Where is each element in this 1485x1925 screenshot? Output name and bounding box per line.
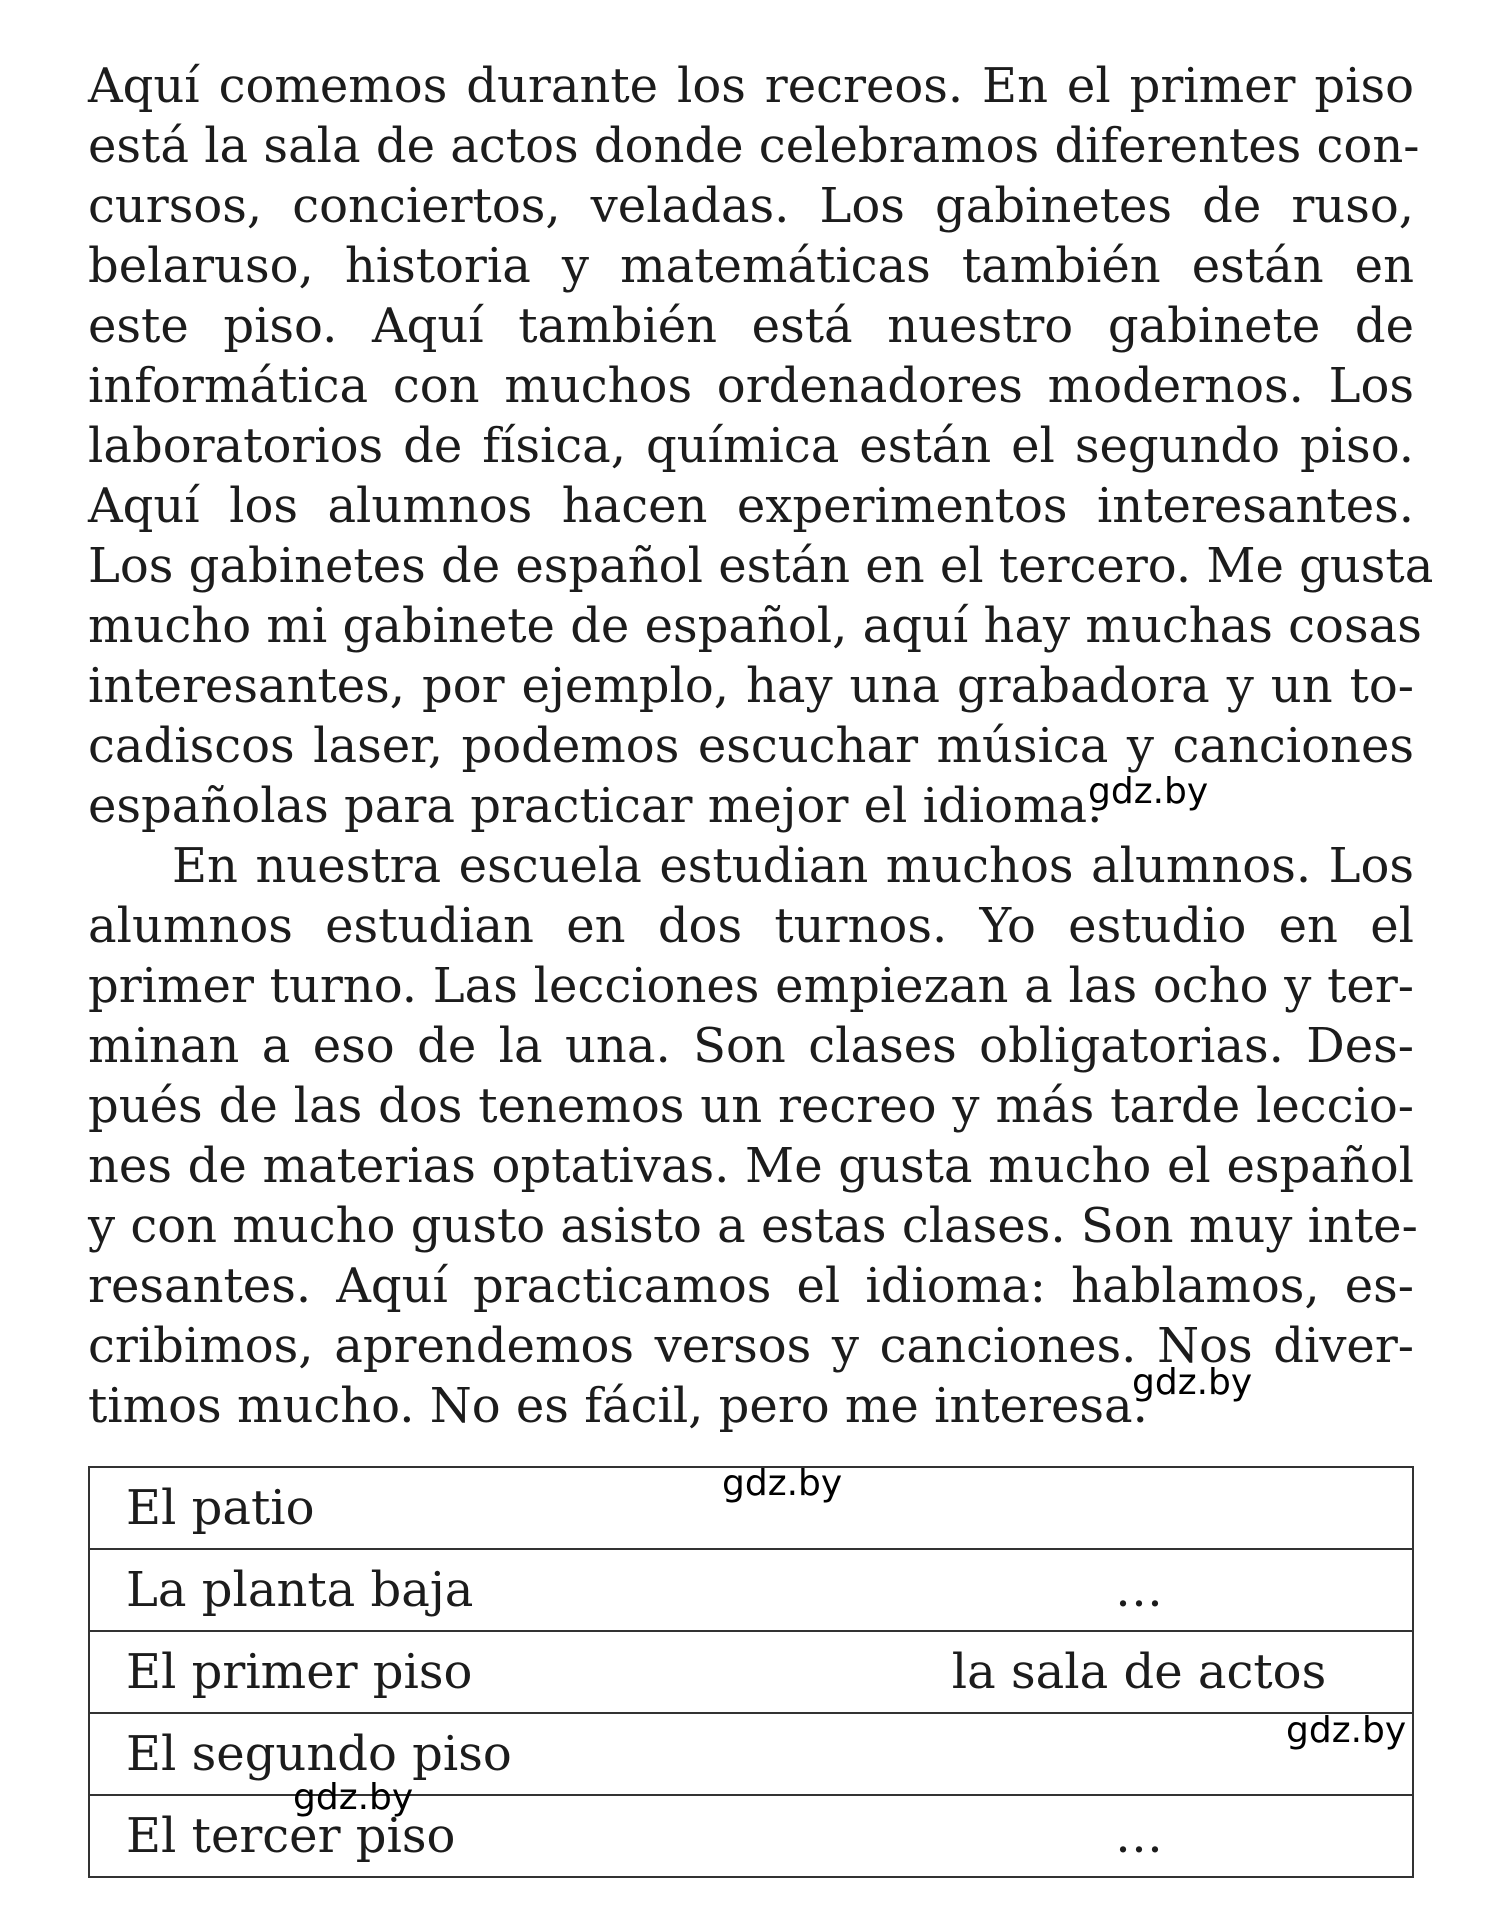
watermark: gdz.by	[1132, 1362, 1253, 1403]
text-line: pués de las dos tenemos un recreo y más tarde leccio-	[88, 1078, 1414, 1134]
text-line: minan a eso de la una. Son clases obligatorias. Des-	[88, 1018, 1414, 1074]
text-line: Los gabinetes de español están en el tercero. Me gusta	[88, 538, 1434, 594]
table-row	[89, 1795, 1413, 1877]
text-line: laboratorios de física, química están el segundo piso.	[88, 418, 1414, 474]
text-line: resantes. Aquí practicamos el idioma: hablamos, es-	[88, 1258, 1414, 1314]
floor-label: El tercer piso	[89, 1795, 866, 1877]
text-line: nes de materias optativas. Me gusta mucho el español	[88, 1138, 1414, 1194]
text-line: Aquí los alumnos hacen experimentos interesantes.	[88, 478, 1414, 534]
table-row	[89, 1549, 1413, 1631]
text-line: primer turno. Las lecciones empiezan a las ocho y ter-	[88, 958, 1414, 1014]
text-line: En nuestra escuela estudian muchos alumnos. Los	[172, 838, 1414, 894]
floor-label: El primer piso	[89, 1631, 866, 1713]
text-line: mucho mi gabinete de español, aquí hay muchas cosas	[88, 598, 1422, 654]
floor-label: El segundo piso	[89, 1713, 866, 1795]
text-block	[88, 56, 1434, 1436]
text-line: cursos, conciertos, veladas. Los gabinetes de ruso,	[88, 178, 1414, 234]
text-line: este piso. Aquí también está nuestro gabinete de	[88, 298, 1414, 354]
floor-label: El patio	[89, 1467, 866, 1549]
floor-label: La planta baja	[89, 1549, 866, 1631]
paragraph-2	[88, 836, 1418, 1436]
watermark: gdz.by	[722, 1463, 843, 1504]
text-line: cribimos, aprendemos versos y canciones. Nos diver-	[88, 1318, 1414, 1374]
paragraph-1	[88, 56, 1434, 836]
text-line: cadiscos laser, podemos escuchar música y canciones	[88, 718, 1414, 774]
floor-value: …	[866, 1549, 1413, 1631]
table-row	[89, 1713, 1413, 1795]
text-line: belaruso, historia y matemáticas también están en	[88, 238, 1414, 294]
floor-value	[866, 1467, 1413, 1549]
text-line: y con mucho gusto asisto a estas clases. Son muy inte-	[88, 1198, 1418, 1254]
text-line: españolas para practicar mejor el idioma.	[88, 778, 1103, 834]
text-line: alumnos estudian en dos turnos. Yo estudio en el	[88, 898, 1414, 954]
watermark: gdz.by	[293, 1777, 414, 1818]
text-line: timos mucho. No es fácil, pero me interesa.	[88, 1378, 1148, 1434]
floors-table	[88, 1463, 1414, 1878]
text-line: informática con muchos ordenadores modernos. Los	[88, 358, 1414, 414]
table-row	[89, 1631, 1413, 1713]
watermark: gdz.by	[1286, 1710, 1407, 1751]
text-line: interesantes, por ejemplo, hay una grabadora y un to-	[88, 658, 1414, 714]
text-line: Aquí comemos durante los recreos. En el primer piso	[88, 58, 1414, 114]
watermark: gdz.by	[1088, 771, 1209, 812]
floor-value: …	[866, 1795, 1413, 1877]
text-line: está la sala de actos donde celebramos diferentes con-	[88, 118, 1420, 174]
floor-value: la sala de actos	[866, 1631, 1413, 1713]
